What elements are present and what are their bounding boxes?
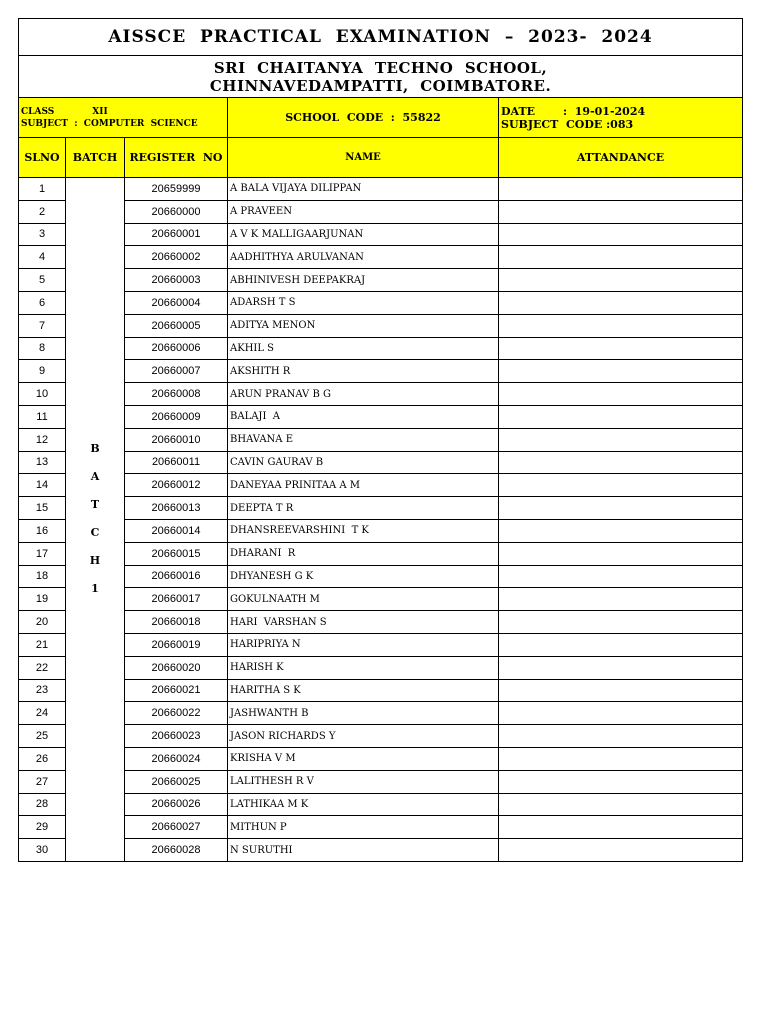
batch-letter: T [90,498,100,512]
attendance-cell[interactable] [499,633,743,656]
name-cell: BALAJI A [228,405,499,428]
attendance-cell[interactable] [499,474,743,497]
class-label: CLASS [21,106,55,117]
name-cell: MITHUN P [228,816,499,839]
attendance-cell[interactable] [499,839,743,862]
table-row [19,223,743,246]
register-cell: 20660023 [125,725,228,748]
name-cell: ABHINIVESH DEEPAKRAJ [228,269,499,292]
slno-cell: 28 [19,793,66,816]
name-cell: DHARANI R [228,542,499,565]
attendance-cell[interactable] [499,314,743,337]
school-code: SCHOOL CODE : 55822 [285,111,441,124]
table-row [19,611,743,634]
register-cell: 20660008 [125,383,228,406]
name-cell: DANEYAA PRINITAA A M [228,474,499,497]
table-row [19,178,743,201]
batch-letter: H [89,554,101,568]
register-cell: 20660021 [125,679,228,702]
table-row [19,702,743,725]
register-cell: 20660001 [125,223,228,246]
name-cell: HARIPRIYA N [228,633,499,656]
name-cell: DHYANESH G K [228,565,499,588]
attendance-sheet [18,18,742,862]
table-row [19,793,743,816]
attendance-table [18,18,743,862]
school-name [19,56,743,98]
attendance-cell[interactable] [499,428,743,451]
register-cell: 20660020 [125,656,228,679]
slno-cell: 10 [19,383,66,406]
name-cell: N SURUTHI [228,839,499,862]
attendance-cell[interactable] [499,725,743,748]
batch-letter: C [90,526,100,540]
attendance-cell[interactable] [499,770,743,793]
register-cell: 20660006 [125,337,228,360]
table-row [19,405,743,428]
slno-cell: 22 [19,656,66,679]
col-register: REGISTER NO [125,138,228,178]
slno-cell: 6 [19,291,66,314]
register-cell: 20660009 [125,405,228,428]
name-cell: KRISHA V M [228,747,499,770]
table-row [19,314,743,337]
name-cell: AKSHITH R [228,360,499,383]
attendance-cell[interactable] [499,816,743,839]
table-row [19,337,743,360]
attendance-cell[interactable] [499,519,743,542]
school-code-cell [228,98,499,138]
attendance-cell[interactable] [499,269,743,292]
name-cell: AKHIL S [228,337,499,360]
col-slno: SLNO [19,138,66,178]
table-row [19,383,743,406]
register-cell: 20660016 [125,565,228,588]
table-row [19,588,743,611]
name-cell: LATHIKAA M K [228,793,499,816]
slno-cell: 17 [19,542,66,565]
name-cell: HARITHA S K [228,679,499,702]
slno-cell: 9 [19,360,66,383]
register-cell: 20660004 [125,291,228,314]
register-cell: 20660010 [125,428,228,451]
table-row [19,565,743,588]
name-cell: GOKULNAATH M [228,588,499,611]
attendance-cell[interactable] [499,200,743,223]
col-attendance: ATTANDANCE [499,138,743,178]
date-cell [499,98,743,138]
name-cell: CAVIN GAURAV B [228,451,499,474]
attendance-cell[interactable] [499,793,743,816]
col-name: NAME [228,138,499,178]
slno-cell: 7 [19,314,66,337]
register-cell: 20660017 [125,588,228,611]
register-cell: 20659999 [125,178,228,201]
slno-cell: 14 [19,474,66,497]
name-cell: ARUN PRANAV B G [228,383,499,406]
table-row [19,497,743,520]
table-row [19,360,743,383]
date-label: DATE [501,104,536,118]
batch-cell [66,178,125,862]
slno-cell: 24 [19,702,66,725]
name-cell: DEEPTA T R [228,497,499,520]
name-cell: HARI VARSHAN S [228,611,499,634]
slno-cell: 2 [19,200,66,223]
slno-cell: 15 [19,497,66,520]
register-cell: 20660028 [125,839,228,862]
name-cell: ADITYA MENON [228,314,499,337]
col-batch: BATCH [66,138,125,178]
register-cell: 20660014 [125,519,228,542]
attendance-cell[interactable] [499,656,743,679]
table-row [19,633,743,656]
school-line-1: SRI CHAITANYA TECHNO SCHOOL, [213,58,548,77]
attendance-cell[interactable] [499,611,743,634]
attendance-cell[interactable] [499,360,743,383]
batch-letter: A [90,470,100,484]
attendance-cell[interactable] [499,497,743,520]
attendance-cell[interactable] [499,451,743,474]
attendance-cell[interactable] [499,542,743,565]
name-cell: AADHITHYA ARULVANAN [228,246,499,269]
slno-cell: 21 [19,633,66,656]
slno-cell: 27 [19,770,66,793]
name-cell: A BALA VIJAYA DILIPPAN [228,178,499,201]
name-cell: A V K MALLIGAARJUNAN [228,223,499,246]
table-row [19,269,743,292]
slno-cell: 1 [19,178,66,201]
slno-cell: 20 [19,611,66,634]
register-cell: 20660025 [125,770,228,793]
name-cell: JASON RICHARDS Y [228,725,499,748]
batch-letter: 1 [91,582,99,596]
date-value: : 19-01-2024 [563,104,646,118]
table-row [19,725,743,748]
table-row [19,839,743,862]
slno-cell: 11 [19,405,66,428]
slno-cell: 4 [19,246,66,269]
attendance-cell[interactable] [499,246,743,269]
slno-cell: 13 [19,451,66,474]
exam-title: AISSCE PRACTICAL EXAMINATION – 2023- 2024 [19,19,743,56]
attendance-cell[interactable] [499,679,743,702]
register-cell: 20660015 [125,542,228,565]
slno-cell: 29 [19,816,66,839]
table-row [19,656,743,679]
attendance-cell[interactable] [499,702,743,725]
attendance-cell[interactable] [499,747,743,770]
name-cell: DHANSREEVARSHINI T K [228,519,499,542]
slno-cell: 25 [19,725,66,748]
register-cell: 20660018 [125,611,228,634]
table-row [19,747,743,770]
slno-cell: 3 [19,223,66,246]
name-cell: BHAVANA E [228,428,499,451]
register-cell: 20660027 [125,816,228,839]
register-cell: 20660011 [125,451,228,474]
register-cell: 20660005 [125,314,228,337]
slno-cell: 18 [19,565,66,588]
slno-cell: 16 [19,519,66,542]
table-row [19,770,743,793]
table-row [19,428,743,451]
register-cell: 20660022 [125,702,228,725]
register-cell: 20660003 [125,269,228,292]
table-row [19,519,743,542]
name-cell: JASHWANTH B [228,702,499,725]
register-cell: 20660013 [125,497,228,520]
slno-cell: 12 [19,428,66,451]
table-row [19,542,743,565]
slno-cell: 8 [19,337,66,360]
attendance-cell[interactable] [499,291,743,314]
register-cell: 20660002 [125,246,228,269]
register-cell: 20660024 [125,747,228,770]
slno-cell: 19 [19,588,66,611]
student-rows [19,178,743,862]
attendance-cell[interactable] [499,405,743,428]
batch-letter: B [90,442,100,456]
table-row [19,816,743,839]
class-value: XII [92,106,108,117]
attendance-cell[interactable] [499,383,743,406]
register-cell: 20660012 [125,474,228,497]
name-cell: A PRAVEEN [228,200,499,223]
attendance-cell[interactable] [499,178,743,201]
subject-label: SUBJECT : COMPUTER SCIENCE [21,118,198,129]
slno-cell: 30 [19,839,66,862]
school-line-2: CHINNAVEDAMPATTI, COIMBATORE. [209,76,552,95]
table-row [19,451,743,474]
attendance-cell[interactable] [499,337,743,360]
attendance-cell[interactable] [499,565,743,588]
register-cell: 20660007 [125,360,228,383]
attendance-cell[interactable] [499,588,743,611]
table-row [19,474,743,497]
class-subject-cell [19,98,228,138]
name-cell: ADARSH T S [228,291,499,314]
slno-cell: 26 [19,747,66,770]
table-row [19,291,743,314]
table-row [19,246,743,269]
slno-cell: 23 [19,679,66,702]
slno-cell: 5 [19,269,66,292]
table-row [19,200,743,223]
register-cell: 20660026 [125,793,228,816]
name-cell: LALITHESH R V [228,770,499,793]
name-cell: HARISH K [228,656,499,679]
register-cell: 20660019 [125,633,228,656]
attendance-cell[interactable] [499,223,743,246]
register-cell: 20660000 [125,200,228,223]
subject-code: SUBJECT CODE :083 [501,117,634,131]
table-row [19,679,743,702]
